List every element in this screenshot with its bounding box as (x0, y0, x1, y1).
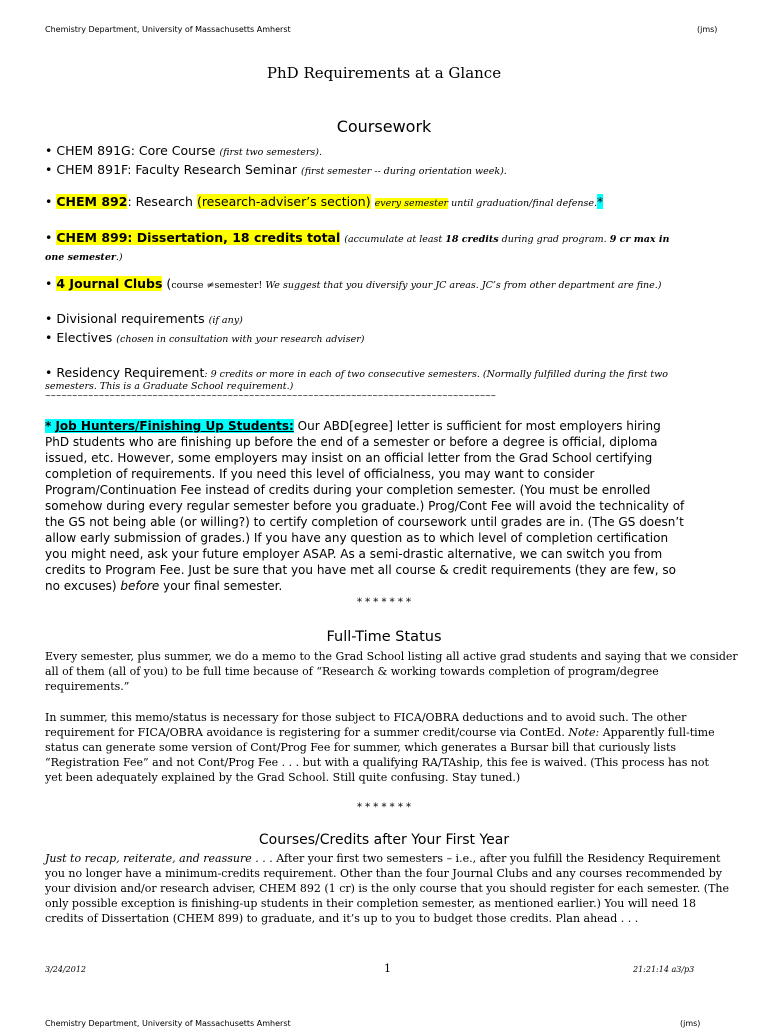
course-note: (chosen in consultation with your research adviser) (116, 334, 365, 345)
coursework-item-research (45, 193, 603, 211)
course-note-b: We suggest that you diversify your JC areas. JC’s from other department are fine.) (265, 280, 662, 291)
course-note: until graduation/final defense. (448, 198, 597, 209)
next-page-header-right: (jms) (680, 1019, 701, 1028)
running-header-right: (jms) (697, 25, 718, 34)
fulltime-line: status can generate some version of Cont/Prog Fee for summer, which generates a Bursar bill that curiously lists (45, 741, 677, 754)
courses-line: only possible exception is finishing-up students in their completion semester, as mentioned earlier.) You will need 18 (45, 897, 696, 910)
job-line: Our ABD[egree] letter is sufficient for most employers hiring (293, 419, 661, 433)
fulltime-line: “Registration Fee” and not Cont/Prog Fee . . . but with a qualifying RA/TAship, this fee is waived. (This process has not (45, 756, 709, 769)
job-line: the GS not being able (or willing?) to certify completion of coursework until grades are in. (The GS doesn’t (45, 515, 684, 529)
courses-line: After your first two semesters – i.e., after you fulfill the Residency Requirement (272, 852, 721, 865)
job-last-a: no excuses) (45, 579, 121, 593)
page-title: PhD Requirements at a Glance (266, 64, 502, 82)
coursework-item-divisional (45, 310, 243, 328)
course-note: (if any) (208, 315, 243, 326)
fulltime-line: In summer, this memo/status is necessary for those subject to FICA/OBRA deductions and to avoid such. The other (45, 711, 687, 724)
courses-line: credits of Dissertation (CHEM 899) to graduate, and it’s up to you to budget those credits. Plan ahead . . . (45, 912, 639, 925)
coursework-item-seminar (45, 161, 507, 179)
bullet: • (45, 162, 53, 177)
fulltime-paragraph-1 (45, 649, 738, 694)
courses-paragraph (45, 851, 729, 926)
course-note: (first two semesters). (219, 147, 323, 158)
job-line: PhD students who are finishing up before the end of a semester or before a degree is official, diploma (45, 435, 658, 449)
fulltime-heading: Full-Time Status (326, 629, 442, 645)
coursework-item-electives (45, 329, 364, 347)
job-line: credits to Program Fee. Just be sure that you have met all course & credit requirements (they are few, so (45, 563, 676, 577)
course-note-a: course ≠semester! (171, 280, 266, 291)
divider-squiggle: ~~~~~~~~~~~~~~~~~~~~~~~~~~~~~~~~~~~~~~~~~~~~~~~~~~~~~~~~~~~~~~~~~~~~~~~~~~~~~~~~~~~~ (45, 392, 496, 400)
job-line: Program/Continuation Fee instead of credits during your completion semester. (You must be enrolled (45, 483, 651, 497)
bullet: • (45, 330, 53, 345)
bullet: • (45, 276, 53, 291)
job-line: issued, etc. However, some employers may insist on an official letter from the Grad School certifying (45, 451, 653, 465)
course-note-credits: 18 credits (445, 234, 499, 245)
course-name: CHEM 891G: Core Course (56, 143, 216, 158)
coursework-item-journal-clubs (45, 275, 662, 293)
footer-date: 3/24/2012 (45, 965, 87, 974)
course-name: 4 Journal Clubs (56, 276, 163, 291)
job-line: allow early submission of grades.) If you have any question as to which level of completion certification (45, 531, 669, 545)
fulltime-line: yet been adequately explained by the Grad School. Still quite confusing. Stay tuned.) (45, 771, 521, 784)
course-frequency: every semester (374, 198, 449, 209)
coursework-item-core-course (45, 142, 322, 160)
courses-lead: Just to recap, reiterate, and reassure . . . (45, 852, 273, 865)
job-label: Job Hunters/Finishing Up Students: (55, 419, 294, 433)
fulltime-note-text: Apparently full-time (599, 726, 715, 739)
job-last-before: before (120, 579, 160, 593)
fulltime-note-label: Note: (568, 726, 600, 739)
bullet: • (45, 365, 53, 380)
next-page-header-left: Chemistry Department, University of Massachusetts Amherst (45, 1019, 291, 1028)
fulltime-line: requirements.” (45, 680, 130, 693)
courses-heading: Courses/Credits after Your First Year (258, 832, 510, 848)
section-separator: * * * * * * * (356, 802, 412, 813)
fulltime-line: Every semester, plus summer, we do a memo to the Grad School listing all active grad students and saying that we consider (45, 650, 738, 663)
bullet: • (45, 194, 53, 209)
bullet: • (45, 230, 53, 245)
course-note-end: .) (115, 252, 123, 263)
course-name: Electives (56, 330, 113, 345)
course-note-a: (accumulate at least (344, 234, 446, 245)
job-star: * (45, 419, 56, 433)
course-section: (research-adviser’s section) (196, 194, 371, 209)
coursework-item-dissertation (45, 229, 669, 247)
course-sep: : Research (127, 194, 197, 209)
coursework-item-dissertation-cont (45, 247, 123, 265)
job-hunters-paragraph (45, 418, 684, 594)
course-name: CHEM 899: Dissertation, 18 credits total (56, 230, 341, 245)
footnote-star: * (596, 194, 604, 209)
residency-note-cont: semesters. This is a Graduate School requirement.) (45, 381, 294, 392)
fulltime-line: requirement for FICA/OBRA avoidance is registering for a summer credit/course via ContEd. (45, 726, 569, 739)
section-separator: * * * * * * * (356, 597, 412, 608)
courses-line: your division and/or research adviser, CHEM 892 (1 cr) is the only course that you should register for each semester. (The (45, 882, 730, 895)
course-note-semester: one semester (45, 252, 116, 263)
course-note: (first semester -- during orientation week). (300, 166, 507, 177)
footer-page-number: 1 (384, 962, 391, 975)
job-line: completion of requirements. If you need this level of officialness, you may want to consider (45, 467, 595, 481)
paren: ( (162, 276, 172, 291)
courses-line: you no longer have a minimum-credits requirement. Other than the four Journal Clubs and any courses recommended by (45, 867, 722, 880)
running-header-left: Chemistry Department, University of Massachusetts Amherst (45, 25, 291, 34)
footer-time: 21:21:14 a3/p3 (633, 965, 695, 974)
course-note-max: 9 cr max in (609, 234, 670, 245)
job-last-c: your final semester. (159, 579, 283, 593)
course-name: CHEM 891F: Faculty Research Seminar (56, 162, 297, 177)
job-line: somehow during every regular semester before you graduate.) Prog/Cont Fee will avoid the technicality of (45, 499, 685, 513)
bullet: • (45, 143, 53, 158)
fulltime-line: all of them (all of you) to be full time because of “Research & working towards completion of program/degree (45, 665, 659, 678)
bullet: • (45, 311, 53, 326)
course-note-a: : 9 credits or more in each of two consecutive semesters. (Normally fulfilled during the first two (204, 369, 668, 380)
coursework-item-residency (45, 364, 668, 382)
course-code: CHEM 892 (56, 194, 128, 209)
fulltime-paragraph-2 (45, 710, 715, 785)
course-name: Divisional requirements (56, 311, 205, 326)
coursework-heading: Coursework (336, 117, 432, 136)
course-note-c: during grad program. (498, 234, 610, 245)
course-name: Residency Requirement (56, 365, 205, 380)
job-line: you might need, ask your future employer ASAP. As a semi-drastic alternative, we can switch you from (45, 547, 663, 561)
